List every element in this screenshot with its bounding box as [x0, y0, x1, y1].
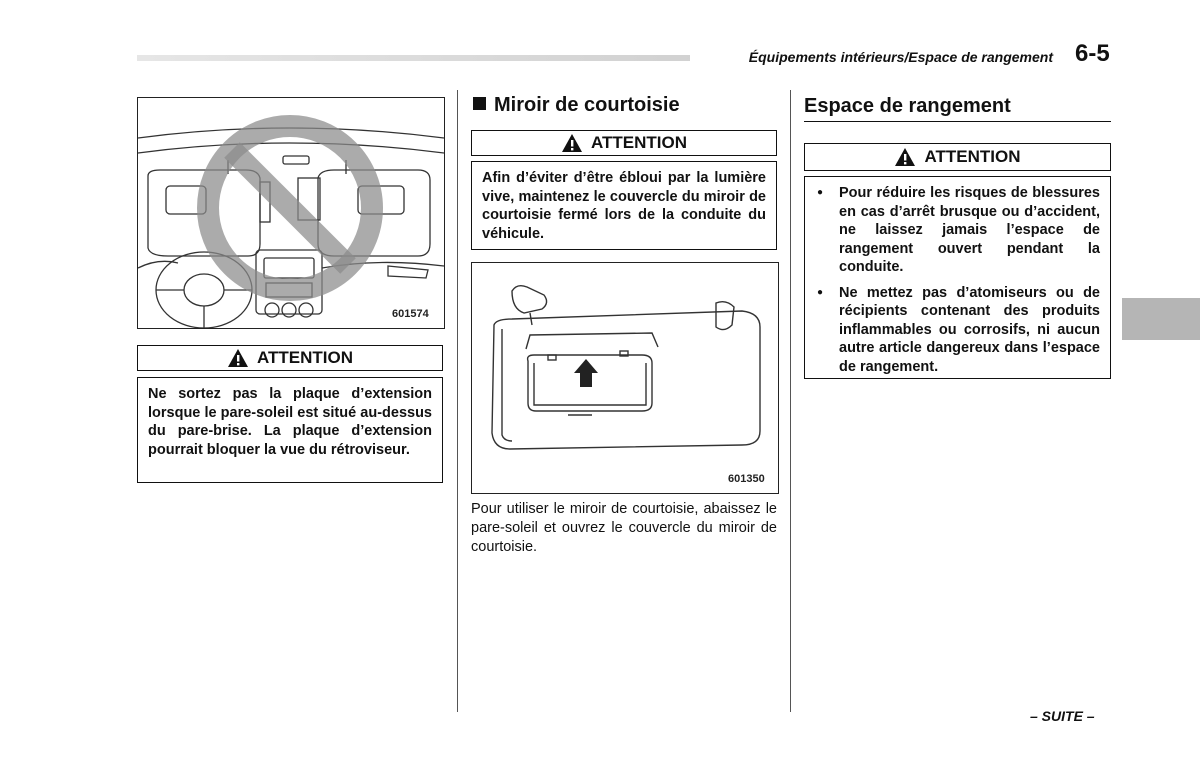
- warning-triangle-icon: [227, 348, 249, 368]
- warning-triangle-icon: [894, 147, 916, 167]
- section-title-text: Miroir de courtoisie: [494, 94, 680, 116]
- continued-label: – SUITE –: [1030, 708, 1095, 724]
- attention-label: ATTENTION: [924, 147, 1021, 166]
- figure-code: 601350: [728, 473, 765, 485]
- attention-header: [137, 345, 443, 371]
- attention-label: ATTENTION: [256, 348, 353, 367]
- chapter-thumb-tab: [1122, 298, 1200, 340]
- section-title-rule: [804, 121, 1111, 122]
- attention-list: [813, 184, 1100, 376]
- column-divider: [457, 90, 458, 712]
- section-title-miroir: [473, 94, 680, 117]
- attention-list-box: [804, 176, 1111, 379]
- attention-text-box: Afin d’éviter d’être ébloui par la lumière vive, maintenez le couvercle du miroir de courtoisie fermé lors de la conduite du véhicule.: [471, 161, 777, 250]
- section-title-rangement: Espace de rangement: [804, 95, 1011, 117]
- body-paragraph: Pour utiliser le miroir de courtoisie, abaissez le pare-soleil et ouvrez le couvercle du miroir de courtoisie.: [471, 501, 777, 555]
- attention-list-item: ● Pour réduire les risques de blessures en cas d’arrêt brusque ou d’accident, ne laissez jamais l’espace de rangement ouvert pendant la conduite.: [813, 184, 1100, 277]
- attention-header: [804, 143, 1111, 171]
- prohibition-icon: [208, 126, 372, 290]
- running-header-title: Équipements intérieurs/Espace de rangement: [690, 49, 1053, 65]
- figure-code: 601574: [392, 308, 429, 320]
- warning-triangle-icon: [561, 133, 583, 153]
- figure-sunvisor-prohibited: [137, 97, 445, 329]
- dashboard-illustration: [138, 98, 444, 328]
- figure-vanity-mirror: [471, 262, 779, 494]
- page-number: 6-5: [1075, 40, 1110, 67]
- square-bullet-icon: [473, 97, 486, 110]
- arrow-up-icon: [574, 359, 598, 387]
- attention-list-item: ● Ne mettez pas d’atomiseurs ou de récipients contenant des produits inflammables ou corrosifs, ni aucun autre article dangereux dans l’espace de rangement.: [813, 284, 1100, 377]
- attention-label: ATTENTION: [590, 133, 687, 152]
- vanity-mirror-illustration: [472, 263, 778, 493]
- attention-header: [471, 130, 777, 156]
- attention-text-box: Ne sortez pas la plaque d’extension lorsque le pare-soleil est situé au-dessus du pare-brise. La plaque d’extension pourrait bloquer la vue du rétroviseur.: [137, 377, 443, 483]
- column-divider: [790, 90, 791, 712]
